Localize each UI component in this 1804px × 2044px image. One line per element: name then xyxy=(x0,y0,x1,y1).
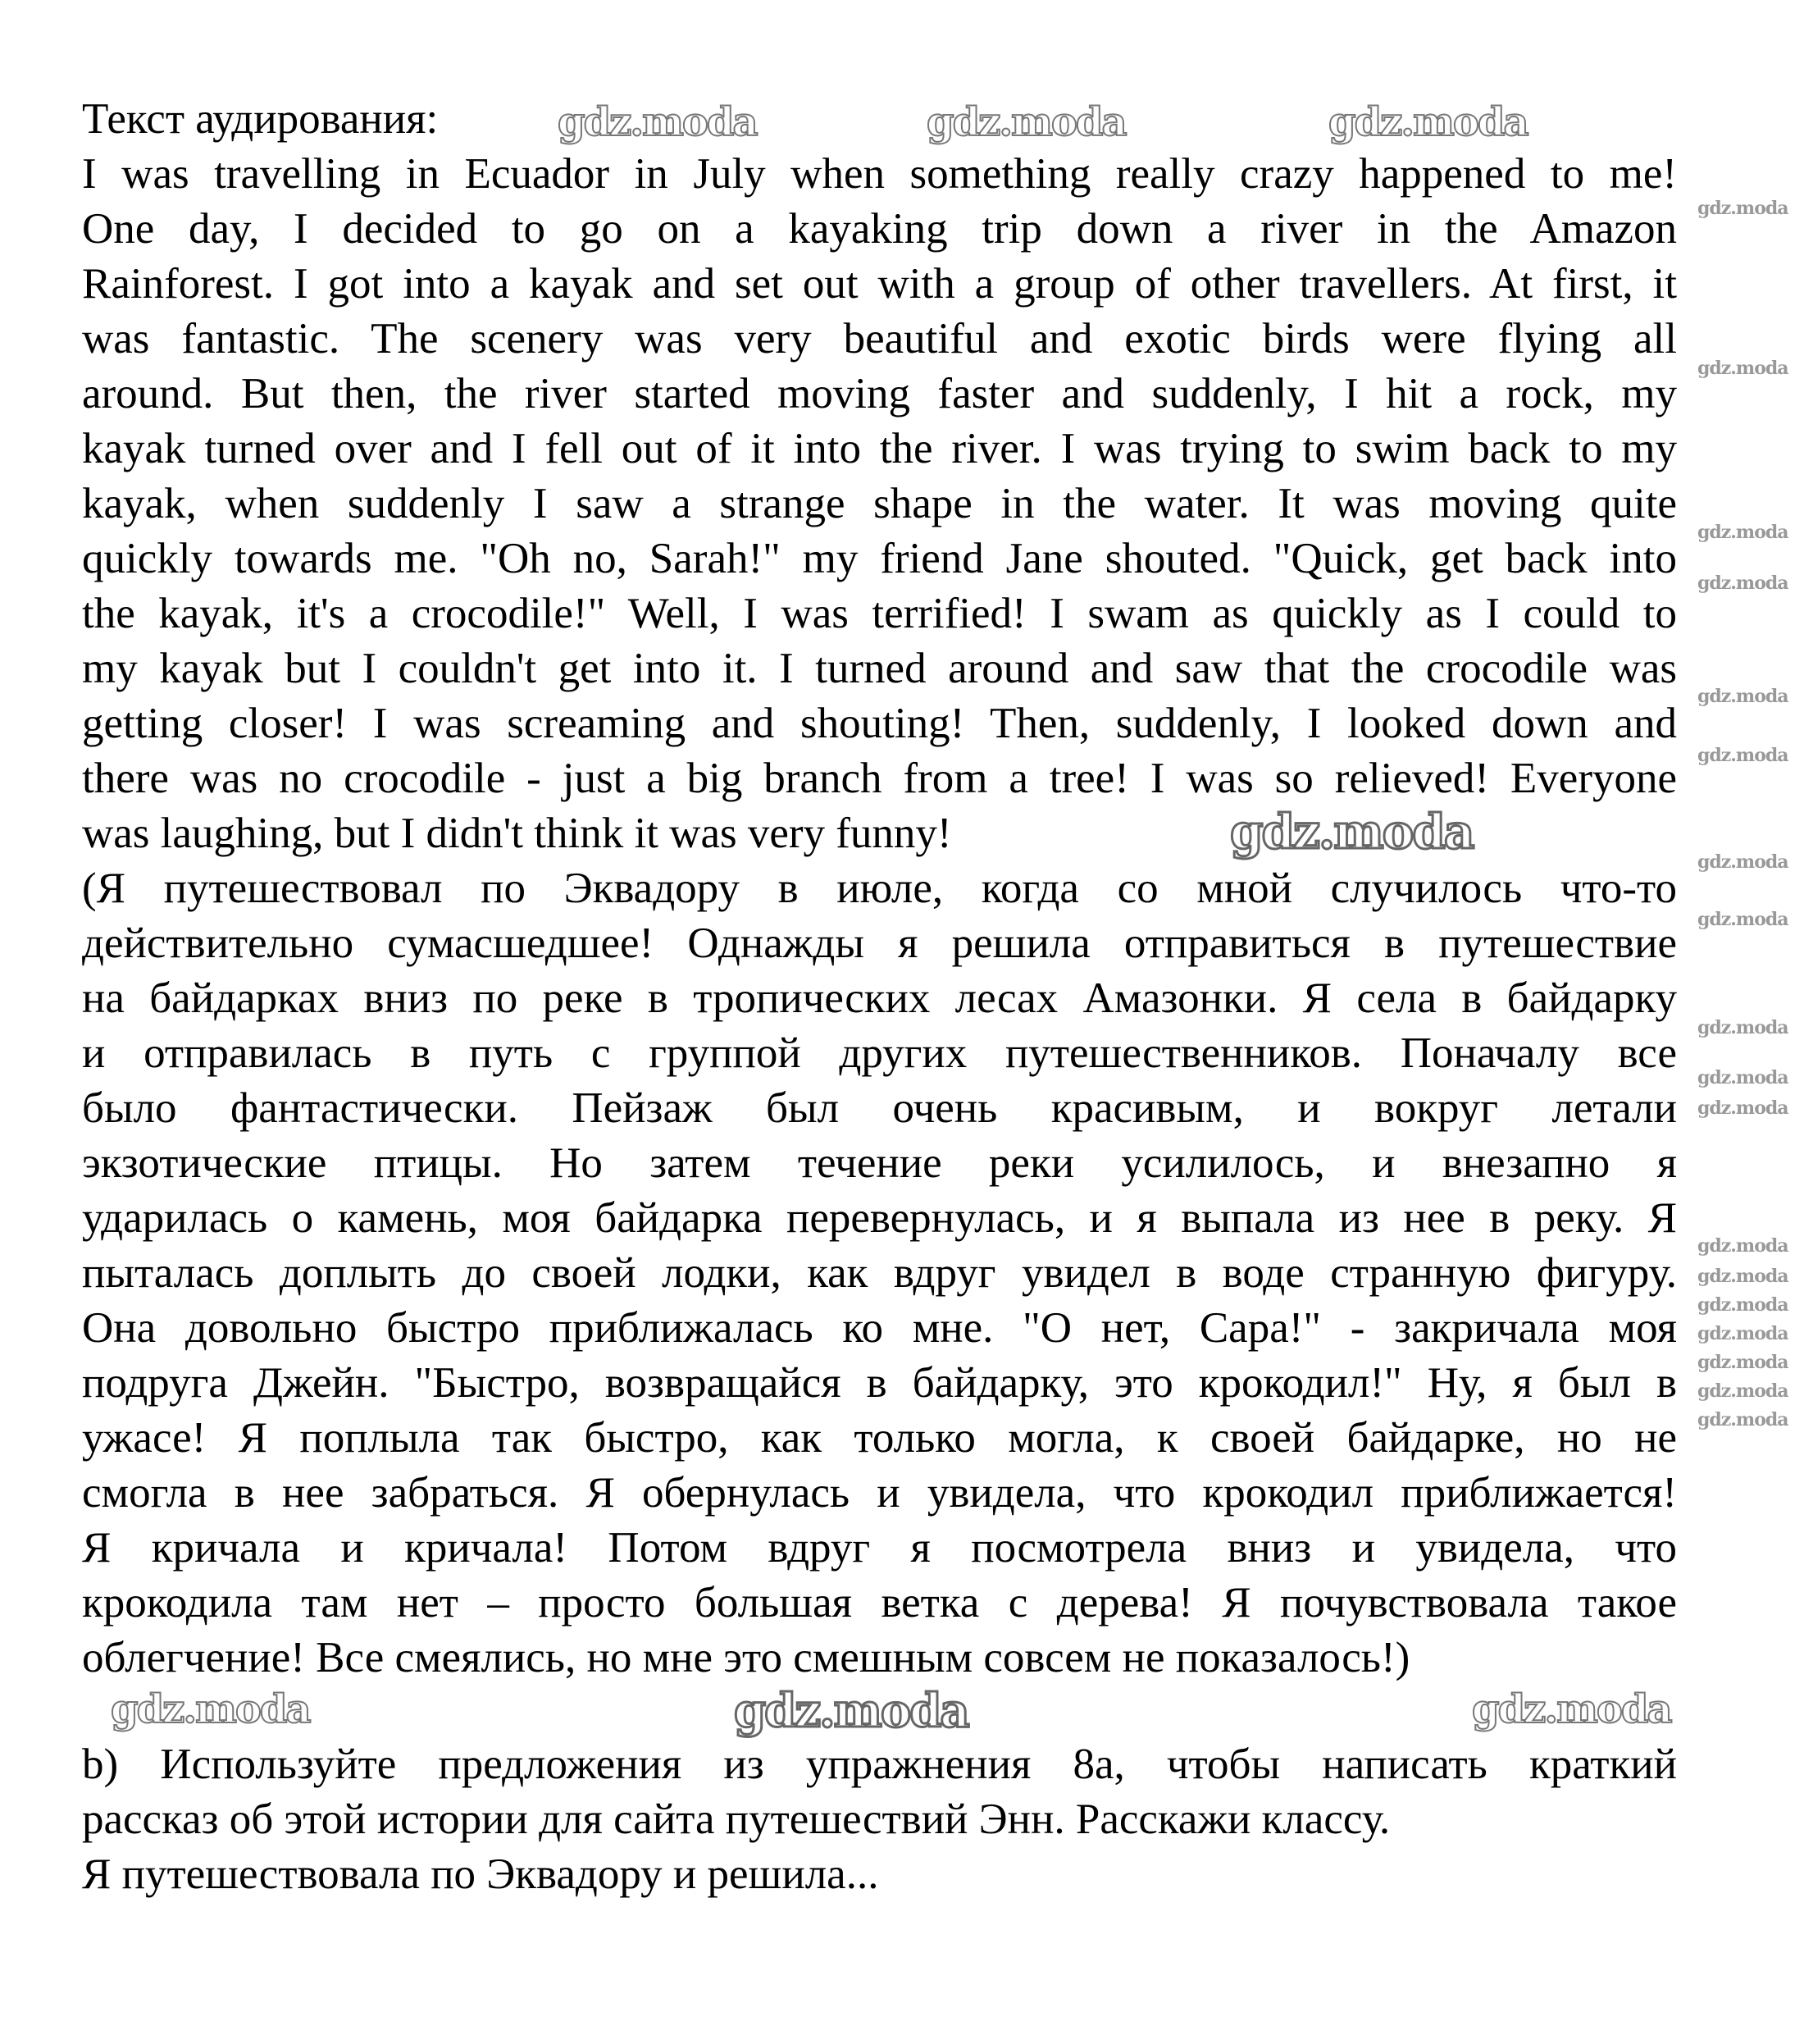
watermark: gdz.moda xyxy=(927,99,1126,145)
russian-text-line: ужасе! Я поплыла так быстро, как только могла, к своей байдарке, но не xyxy=(82,1414,1677,1462)
watermark: gdz.moda xyxy=(1697,745,1788,766)
english-text-line: kayak, when suddenly I saw a strange shape in the water. It was moving quite xyxy=(82,480,1677,527)
english-text-line: I was travelling in Ecuador in July when something really crazy happened to me! xyxy=(82,150,1677,198)
russian-text-line: крокодила там нет – просто большая ветка с дерева! Я почувствовала такое xyxy=(82,1579,1677,1627)
watermark: gdz.moda xyxy=(1328,99,1528,145)
russian-text-line: экзотические птицы. Но затем течение реки усилилось, и внезапно я xyxy=(82,1139,1677,1187)
watermark: gdz.moda xyxy=(1697,1235,1788,1257)
watermark: gdz.moda xyxy=(1230,804,1474,860)
watermark: gdz.moda xyxy=(1697,1266,1788,1287)
task-text-line: Я путешествовала по Эквадору и решила... xyxy=(82,1850,879,1898)
english-text-line: kayak turned over and I fell out of it into the river. I was trying to swim back to my xyxy=(82,425,1677,472)
task-text-line: рассказ об этой истории для сайта путешествий Энн. Расскажи классу. xyxy=(82,1795,1391,1843)
russian-text-line: смогла в нее забраться. Я обернулась и увидела, что крокодил приближается! xyxy=(82,1469,1677,1517)
title-block xyxy=(82,92,1677,147)
russian-text-line: ударилась о камень, моя байдарка перевернулась, и я выпала из нее в реку. Я xyxy=(82,1194,1677,1242)
english-text-line: there was no crocodile - just a big branch from a tree! I was so relieved! Everyone xyxy=(82,755,1677,802)
watermark: gdz.moda xyxy=(1697,1294,1788,1316)
section-title: Текст аудирования: xyxy=(82,95,439,143)
russian-text-line: Она довольно быстро приближалась ко мне. "О нет, Сара!" - закричала моя xyxy=(82,1304,1677,1352)
watermark: gdz.moda xyxy=(1697,1409,1788,1430)
english-text-line: quickly towards me. "Oh no, Sarah!" my friend Jane shouted. "Quick, get back into xyxy=(82,535,1677,582)
watermark: gdz.moda xyxy=(1697,909,1788,930)
task-text xyxy=(82,1737,1677,1902)
russian-text-line: действительно сумасшедшее! Однажды я решила отправиться в путешествие xyxy=(82,919,1677,967)
watermark: gdz.moda xyxy=(558,99,757,145)
watermark: gdz.moda xyxy=(1697,522,1788,543)
watermark: gdz.moda xyxy=(1472,1686,1671,1732)
russian-text-line: облегчение! Все смеялись, но мне это смешным совсем не показалось!) xyxy=(82,1634,1410,1681)
watermark: gdz.moda xyxy=(1697,198,1788,219)
english-text xyxy=(82,147,1677,861)
russian-text-line: на байдарках вниз по реке в тропических лесах Амазонки. Я села в байдарку xyxy=(82,974,1677,1022)
russian-text-line: пыталась доплыть до своей лодки, как вдруг увидел в воде странную фигуру. xyxy=(82,1249,1677,1297)
watermark: gdz.moda xyxy=(1697,358,1788,379)
watermark: gdz.moda xyxy=(1697,1323,1788,1344)
english-text-line: One day, I decided to go on a kayaking trip down a river in the Amazon xyxy=(82,205,1677,253)
russian-text-line: было фантастически. Пейзаж был очень красивым, и вокруг летали xyxy=(82,1084,1677,1132)
russian-translation xyxy=(82,861,1677,1686)
english-text-line: the kayak, it's a crocodile!" Well, I was terrified! I swam as quickly as I could to xyxy=(82,590,1677,637)
english-text-line: around. But then, the river started moving faster and suddenly, I hit a rock, my xyxy=(82,370,1677,417)
task-text-line: b) Используйте предложения из упражнения 8a, чтобы написать краткий xyxy=(82,1741,1677,1788)
english-text-line: was fantastic. The scenery was very beautiful and exotic birds were flying all xyxy=(82,315,1677,363)
watermark: gdz.moda xyxy=(111,1686,310,1732)
watermark: gdz.moda xyxy=(1697,573,1788,594)
english-text-line: Rainforest. I got into a kayak and set out with a group of other travellers. At first, it xyxy=(82,260,1677,308)
watermark: gdz.moda xyxy=(1697,851,1788,873)
watermark: gdz.moda xyxy=(1697,1017,1788,1038)
russian-text-line: (Я путешествовал по Эквадору в июле, когда со мной случилось что-то xyxy=(82,865,1677,912)
russian-text-line: подруга Джейн. "Быстро, возвращайся в байдарку, это крокодил!" Ну, я был в xyxy=(82,1359,1677,1407)
watermark: gdz.moda xyxy=(1697,1097,1788,1119)
watermark: gdz.moda xyxy=(1697,1352,1788,1373)
russian-text-line: Я кричала и кричала! Потом вдруг я посмотрела вниз и увидела, что xyxy=(82,1524,1677,1572)
english-text-line: was laughing, but I didn't think it was very funny! xyxy=(82,810,952,857)
watermark: gdz.moda xyxy=(1697,686,1788,707)
english-text-line: my kayak but I couldn't get into it. I turned around and saw that the crocodile was xyxy=(82,645,1677,692)
watermark: gdz.moda xyxy=(734,1684,968,1738)
watermark: gdz.moda xyxy=(1697,1067,1788,1088)
english-text-line: getting closer! I was screaming and shouting! Then, suddenly, I looked down and xyxy=(82,700,1677,747)
watermark: gdz.moda xyxy=(1697,1380,1788,1402)
russian-text-line: и отправилась в путь с группой других путешественников. Поначалу все xyxy=(82,1029,1677,1077)
